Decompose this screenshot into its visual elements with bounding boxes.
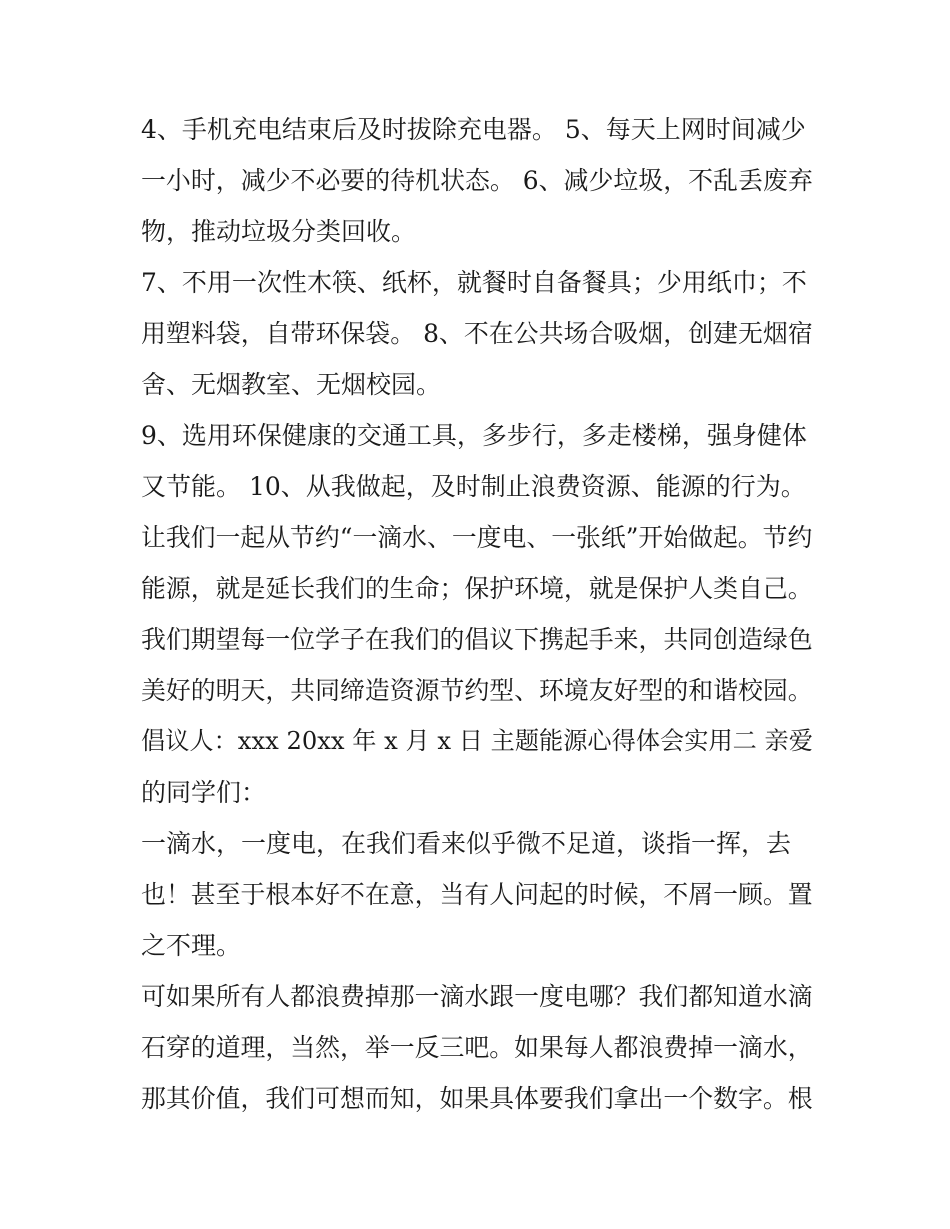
- text-line-6: 舍、无烟教室、无烟校园。: [141, 370, 442, 399]
- text-line-14: 的同学们：: [141, 778, 267, 807]
- text-line-11: 我们期望每一位学子在我们的倡议下携起手来，共同创造绿色: [141, 625, 813, 654]
- text-line-5: 用塑料袋，自带环保袋。 8、不在公共场合吸烟，创建无烟宿: [141, 319, 813, 348]
- text-line-8: 又节能。 10、从我做起，及时制止浪费资源、能源的行为。: [141, 472, 806, 501]
- text-line-12: 美好的明天，共同缔造资源节约型、环境友好型的和谐校园。: [141, 676, 813, 705]
- text-line-10: 能源，就是延长我们的生命；保护环境，就是保护人类自己。: [141, 574, 813, 603]
- document-body: [141, 104, 813, 1124]
- text-line-2: 一小时，减少不必要的待机状态。 6、减少垃圾，不乱丢废弃: [141, 166, 813, 195]
- text-line-16: 也！甚至于根本好不在意，当有人问起的时候，不屑一顾。置: [141, 880, 813, 909]
- text-line-17: 之不理。: [141, 931, 242, 960]
- text-line-1: 4、手机充电结束后及时拔除充电器。 5、每天上网时间减少: [141, 115, 806, 144]
- text-line-19: 石穿的道理，当然，举一反三吧。如果每人都浪费掉一滴水，: [141, 1033, 813, 1062]
- text-line-15: 一滴水，一度电，在我们看来似乎微不足道，谈指一挥，去: [141, 829, 792, 858]
- text-line-7: 9、选用环保健康的交通工具，多步行，多走楼梯，强身健体: [141, 421, 807, 450]
- text-line-18: 可如果所有人都浪费掉那一滴水跟一度电哪？我们都知道水滴: [141, 982, 813, 1011]
- text-line-13: 倡议人：xxx 20xx 年 x 月 x 日 主题能源心得体会实用二 亲爱: [141, 727, 813, 755]
- text-line-3: 物，推动垃圾分类回收。: [141, 217, 417, 246]
- text-line-9: 让我们一起从节约“一滴水、一度电、一张纸”开始做起。节约: [141, 523, 813, 552]
- text-line-4: 7、不用一次性木筷、纸杯，就餐时自备餐具；少用纸巾；不: [141, 268, 807, 297]
- text-line-20: 那其价值，我们可想而知，如果具体要我们拿出一个数字。根: [141, 1084, 813, 1113]
